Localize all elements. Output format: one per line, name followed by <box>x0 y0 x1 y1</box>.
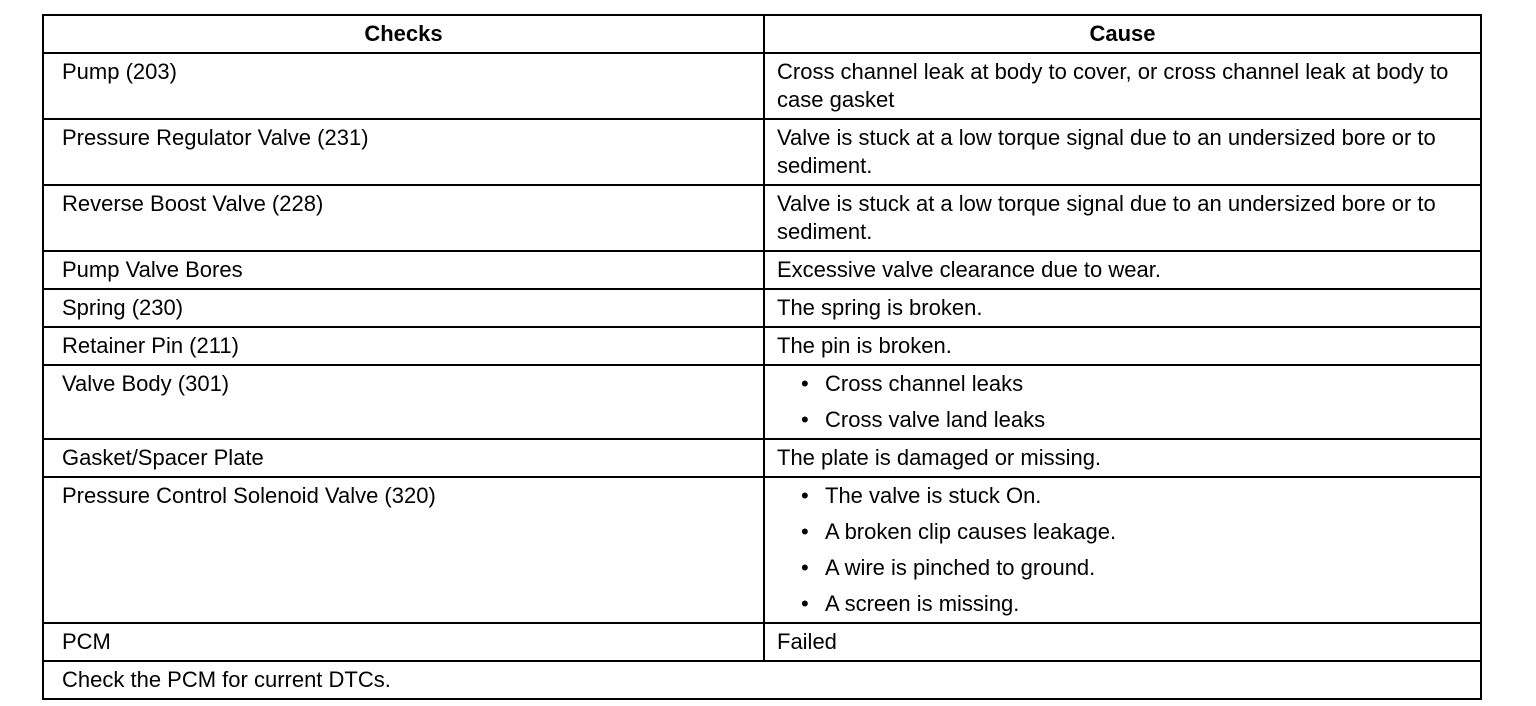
check-cell: Pump (203) <box>43 53 764 119</box>
check-cell: Pressure Regulator Valve (231) <box>43 119 764 185</box>
cause-bullet: • Cross valve land leaks <box>801 406 1470 434</box>
table-row <box>43 439 1481 477</box>
cause-bullet: • Cross channel leaks <box>801 370 1470 398</box>
checks-cause-table <box>42 14 1482 700</box>
check-cell: Pressure Control Solenoid Valve (320) <box>43 477 764 623</box>
check-cell: Gasket/Spacer Plate <box>43 439 764 477</box>
table-row <box>43 119 1481 185</box>
footer-note: Check the PCM for current DTCs. <box>43 661 1481 699</box>
cause-cell: The plate is damaged or missing. <box>764 439 1481 477</box>
table-row <box>43 623 1481 661</box>
cause-cell: Valve is stuck at a low torque signal due to an undersized bore or to sediment. <box>764 185 1481 251</box>
cause-cell: The spring is broken. <box>764 289 1481 327</box>
cause-cell: Excessive valve clearance due to wear. <box>764 251 1481 289</box>
cause-bullet-list <box>777 482 1470 618</box>
table-row <box>43 327 1481 365</box>
cause-cell <box>764 477 1481 623</box>
table-row <box>43 289 1481 327</box>
table-row <box>43 53 1481 119</box>
cause-cell <box>764 365 1481 439</box>
table-row <box>43 477 1481 623</box>
footer-row <box>43 661 1481 699</box>
table-row <box>43 251 1481 289</box>
cause-cell: Valve is stuck at a low torque signal due to an undersized bore or to sediment. <box>764 119 1481 185</box>
check-cell: Retainer Pin (211) <box>43 327 764 365</box>
header-cause: Cause <box>764 15 1481 53</box>
cause-cell: Failed <box>764 623 1481 661</box>
check-cell: Pump Valve Bores <box>43 251 764 289</box>
cause-cell: Cross channel leak at body to cover, or cross channel leak at body to case gasket <box>764 53 1481 119</box>
cause-bullet: • A broken clip causes leakage. <box>801 518 1470 546</box>
header-checks: Checks <box>43 15 764 53</box>
check-cell: Valve Body (301) <box>43 365 764 439</box>
table-row <box>43 365 1481 439</box>
header-row <box>43 15 1481 53</box>
cause-bullet: • The valve is stuck On. <box>801 482 1470 510</box>
table-row <box>43 185 1481 251</box>
check-cell: PCM <box>43 623 764 661</box>
cause-bullet: • A screen is missing. <box>801 590 1470 618</box>
check-cell: Spring (230) <box>43 289 764 327</box>
cause-bullet-list <box>777 370 1470 434</box>
cause-bullet: • A wire is pinched to ground. <box>801 554 1470 582</box>
check-cell: Reverse Boost Valve (228) <box>43 185 764 251</box>
cause-cell: The pin is broken. <box>764 327 1481 365</box>
